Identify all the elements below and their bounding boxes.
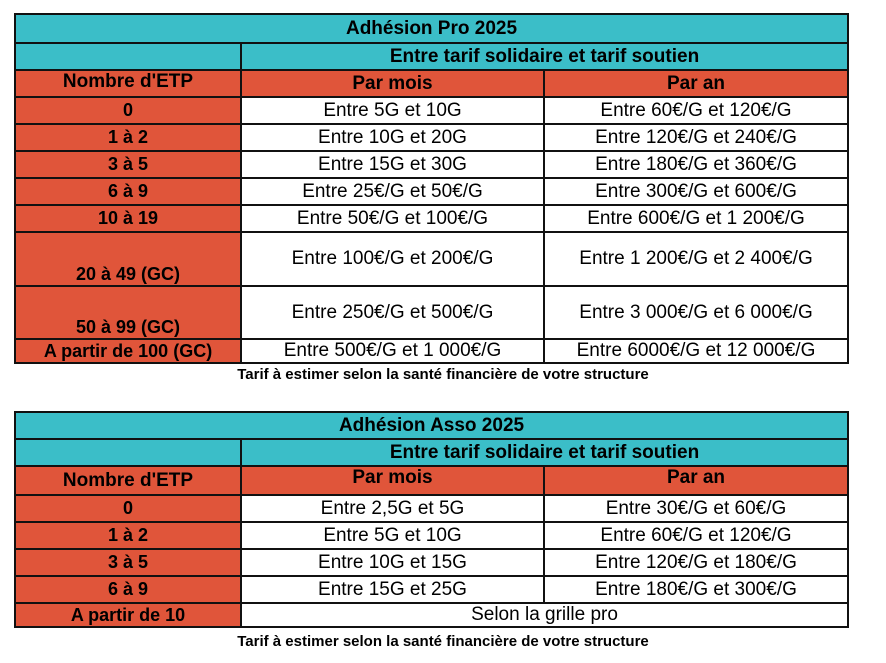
pro-row-month: Entre 15G et 30G (241, 151, 544, 178)
pro-table-title: Adhésion Pro 2025 (15, 14, 848, 43)
pro-row-etp: 6 à 9 (15, 178, 241, 205)
pro-header-spacer (15, 43, 241, 70)
pro-row-year: Entre 3 000€/G et 6 000€/G (544, 286, 848, 339)
asso-row-etp: 6 à 9 (15, 576, 241, 603)
pro-row-etp: 50 à 99 (GC) (15, 286, 241, 339)
pro-row-etp: 10 à 19 (15, 205, 241, 232)
asso-row-month: Entre 5G et 10G (241, 522, 544, 549)
pro-row-year: Entre 180€/G et 360€/G (544, 151, 848, 178)
asso-row-year: Entre 30€/G et 60€/G (544, 495, 848, 522)
pro-table-note: Tarif à estimer selon la santé financière de votre structure (237, 366, 649, 383)
pro-row-month: Entre 5G et 10G (241, 97, 544, 124)
pro-pricing-table (14, 13, 849, 364)
pro-row-year: Entre 6000€/G et 12 000€/G (544, 339, 848, 363)
asso-table-subtitle: Entre tarif solidaire et tarif soutien (241, 439, 848, 466)
asso-row-merged: Selon la grille pro (241, 603, 848, 627)
asso-row-year: Entre 180€/G et 300€/G (544, 576, 848, 603)
pro-row-month: Entre 500€/G et 1 000€/G (241, 339, 544, 363)
asso-col-etp-header: Nombre d'ETP (15, 466, 241, 495)
pro-row-year: Entre 600€/G et 1 200€/G (544, 205, 848, 232)
pro-row-month: Entre 100€/G et 200€/G (241, 232, 544, 286)
asso-row-etp: 3 à 5 (15, 549, 241, 576)
asso-row-etp: 1 à 2 (15, 522, 241, 549)
asso-row-month: Entre 2,5G et 5G (241, 495, 544, 522)
pro-row-month: Entre 10G et 20G (241, 124, 544, 151)
asso-row-etp: A partir de 10 (15, 603, 241, 627)
pro-row-etp: A partir de 100 (GC) (15, 339, 241, 363)
asso-row-month: Entre 10G et 15G (241, 549, 544, 576)
pro-row-year: Entre 1 200€/G et 2 400€/G (544, 232, 848, 286)
pro-col-etp-header: Nombre d'ETP (15, 70, 241, 97)
asso-table-note: Tarif à estimer selon la santé financière de votre structure (237, 633, 649, 650)
pro-row-etp: 0 (15, 97, 241, 124)
pro-row-etp: 20 à 49 (GC) (15, 232, 241, 286)
pro-row-month: Entre 250€/G et 500€/G (241, 286, 544, 339)
asso-header-spacer (15, 439, 241, 466)
pro-row-month: Entre 50€/G et 100€/G (241, 205, 544, 232)
asso-row-month: Entre 15G et 25G (241, 576, 544, 603)
pro-row-month: Entre 25€/G et 50€/G (241, 178, 544, 205)
pro-row-etp: 1 à 2 (15, 124, 241, 151)
asso-pricing-table (14, 411, 849, 628)
asso-row-etp: 0 (15, 495, 241, 522)
pro-table-subtitle: Entre tarif solidaire et tarif soutien (241, 43, 848, 70)
asso-row-year: Entre 120€/G et 180€/G (544, 549, 848, 576)
pro-col-year-header: Par an (544, 70, 848, 97)
pro-row-year: Entre 120€/G et 240€/G (544, 124, 848, 151)
pro-row-year: Entre 300€/G et 600€/G (544, 178, 848, 205)
asso-table-title: Adhésion Asso 2025 (15, 412, 848, 439)
pro-row-etp: 3 à 5 (15, 151, 241, 178)
asso-col-month-header: Par mois (241, 466, 544, 495)
pro-row-year: Entre 60€/G et 120€/G (544, 97, 848, 124)
pro-col-month-header: Par mois (241, 70, 544, 97)
asso-row-year: Entre 60€/G et 120€/G (544, 522, 848, 549)
asso-col-year-header: Par an (544, 466, 848, 495)
